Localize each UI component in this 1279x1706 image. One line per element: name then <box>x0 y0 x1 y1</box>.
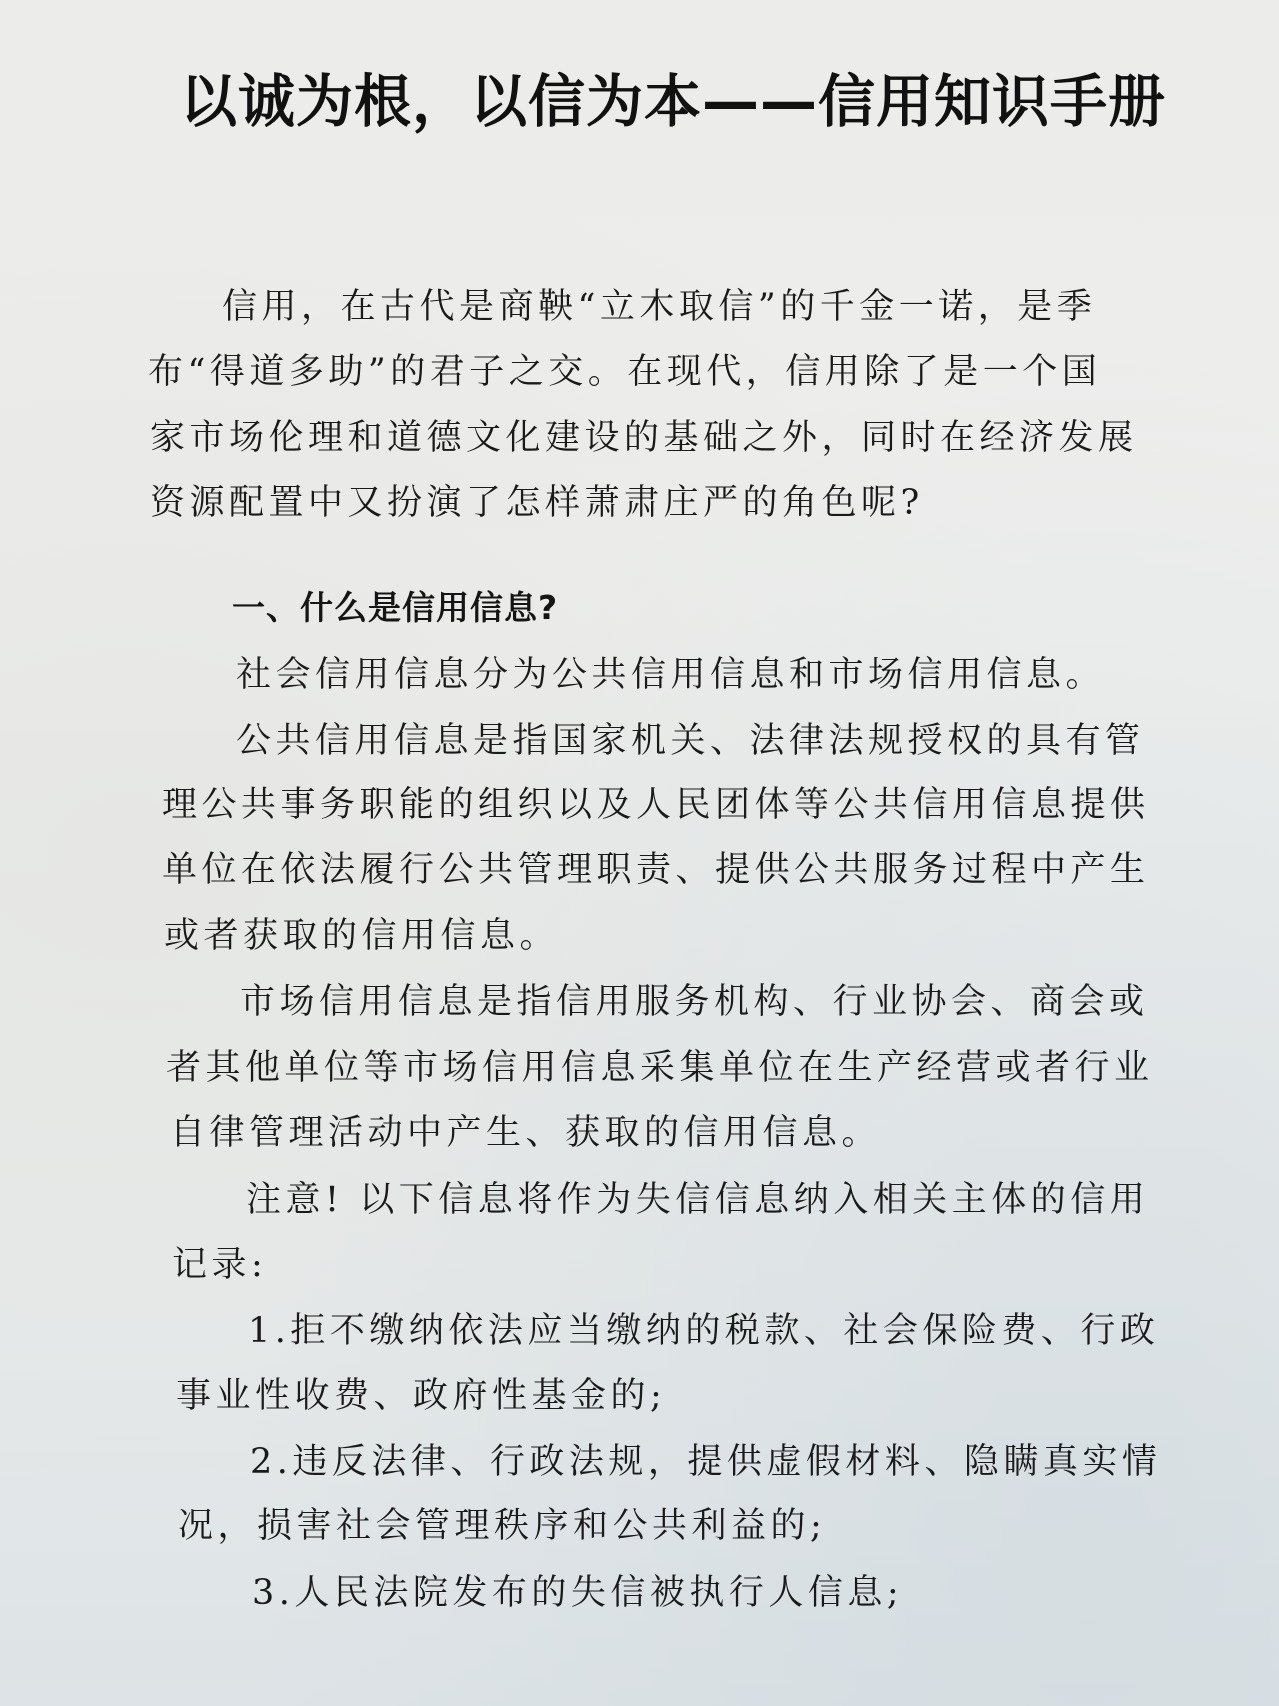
intro-line: 资源配置中又扮演了怎样萧肃庄严的角色呢? <box>150 483 924 523</box>
list-item-line: 况，损害社会管理秩序和公共利益的; <box>178 1506 827 1546</box>
paragraph-line: 社会信用信息分为公共信用信息和市场信用信息。 <box>236 655 1106 695</box>
paragraph-line: 理公共事务职能的组织以及人民团体等公共信用信息提供 <box>162 785 1150 825</box>
paragraph-line: 自律管理活动中产生、获取的信用信息。 <box>170 1113 882 1153</box>
list-item-line: 2.违反法律、行政法规，提供虚假材料、隐瞒真实情 <box>250 1442 1162 1482</box>
intro-line: 信用，在古代是商鞅“立木取信”的千金一诺，是季 <box>222 287 1097 327</box>
paragraph-line: 记录: <box>172 1245 268 1285</box>
paragraph-line: 单位在依法履行公共管理职责、提供公共服务过程中产生 <box>162 850 1150 890</box>
list-item-line: 3.人民法院发布的失信被执行人信息; <box>252 1573 904 1613</box>
paragraph-line: 市场信用信息是指信用服务机构、行业协会、商会或 <box>240 982 1149 1022</box>
intro-line: 家市场伦理和道德文化建设的基础之外，同时在经济发展 <box>150 418 1138 458</box>
paragraph-line: 公共信用信息是指国家机关、法律法规授权的具有管 <box>236 721 1145 761</box>
section-heading: 一、什么是信用信息? <box>232 588 559 627</box>
paragraph-line: 或者获取的信用信息。 <box>164 916 560 956</box>
intro-line: 布“得道多助”的君子之交。在现代，信用除了是一个国 <box>148 352 1102 392</box>
list-item-line: 事业性收费、政府性基金的; <box>176 1376 667 1416</box>
list-item-line: 1.拒不缴纳依法应当缴纳的税款、社会保险费、行政 <box>248 1311 1160 1351</box>
paragraph-line: 注意! 以下信息将作为失信信息纳入相关主体的信用 <box>246 1180 1150 1220</box>
document-title: 以诚为根，以信为本——信用知识手册 <box>180 69 1166 135</box>
paragraph-line: 者其他单位等市场信用信息采集单位在生产经营或者行业 <box>166 1048 1154 1088</box>
